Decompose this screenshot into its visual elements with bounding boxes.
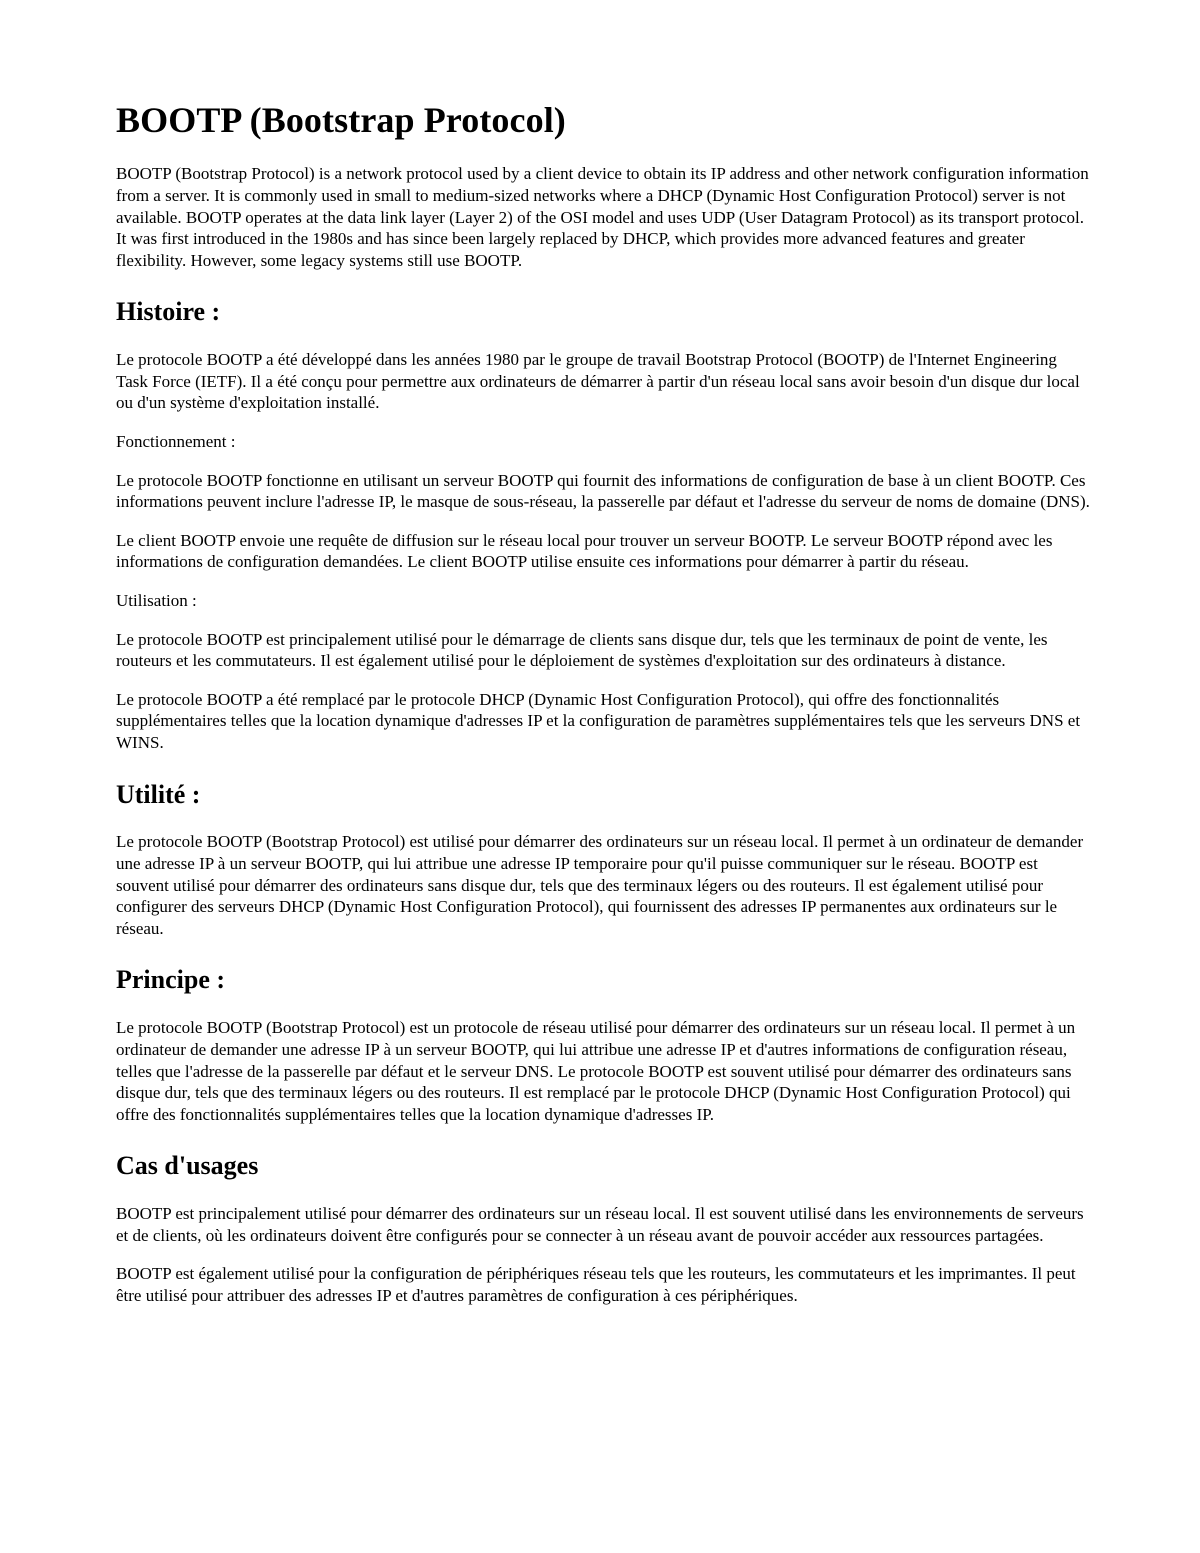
utilite-paragraph: Le protocole BOOTP (Bootstrap Protocol) est utilisé pour démarrer des ordinateurs sur un réseau local. Il permet à un ordinateur de demander une adresse IP à un serveur BOOTP, qui lui attribue une adresse IP temporaire pour qu'il puisse communiquer sur le réseau. BOOTP est souvent utilisé pour démarrer des ordinateurs sans disque dur, tels que des terminaux légers ou des routeurs. Il est également utilisé pour configurer des serveurs DHCP (Dynamic Host Configuration Protocol), qui fournissent des adresses IP permanentes aux ordinateurs sur le réseau. xyxy=(116,832,1084,938)
fonctionnement-paragraph-1: Le protocole BOOTP fonctionne en utilisant un serveur BOOTP qui fournit des informations de configuration de base à un client BOOTP. Ces informations peuvent inclure l'adresse IP, le masque de sous-réseau, la passerelle par défaut et l'adresse du serveur de noms de domaine (DNS). xyxy=(116,470,1090,512)
page-title: BOOTP (Bootstrap Protocol) xyxy=(116,100,566,140)
intro-paragraph: BOOTP (Bootstrap Protocol) is a network protocol used by a client device to obtain its IP address and other network configuration information from a server. It is commonly used in small to medium-sized networks where a DHCP (Dynamic Host Configuration Protocol) server is not available. BOOTP operates at the data link layer (Layer 2) of the OSI model and uses UDP (User Datagram Protocol) as its transport protocol. It was first introduced in the 1980s and has since been largely replaced by DHCP, which provides more advanced features and greater flexibility. However, some legacy systems still use BOOTP. xyxy=(116,164,1089,270)
document-page xyxy=(116,100,1090,1324)
utilisation-paragraph-2: Le protocole BOOTP a été remplacé par le protocole DHCP (Dynamic Host Configuration Protocol), qui offre des fonctionnalités supplémentaires telles que la location dynamique d'adresses IP et la configuration de paramètres supplémentaires tels que les serveurs DNS et WINS. xyxy=(116,689,1081,752)
fonctionnement-label: Fonctionnement : xyxy=(116,432,236,452)
cas-usages-heading: Cas d'usages xyxy=(116,1151,259,1181)
principe-paragraph: Le protocole BOOTP (Bootstrap Protocol) est un protocole de réseau utilisé pour démarrer des ordinateurs sur un réseau local. Il permet à un ordinateur de demander une adresse IP à un serveur BOOTP, qui lui attribue une adresse IP et d'autres informations de configuration réseau, telles que l'adresse de la passerelle par défaut et le serveur DNS. Le protocole BOOTP est souvent utilisé pour démarrer des ordinateurs sans disque dur, tels que des terminaux légers ou des routeurs. Il est remplacé par le protocole DHCP (Dynamic Host Configuration Protocol) qui offre des fonctionnalités supplémentaires telles que la location dynamique d'adresses IP. xyxy=(116,1018,1076,1124)
histoire-paragraph: Le protocole BOOTP a été développé dans les années 1980 par le groupe de travail Bootstrap Protocol (BOOTP) de l'Internet Engineering Task Force (IETF). Il a été conçu pour permettre aux ordinateurs de démarrer à partir d'un réseau local sans avoir besoin d'un disque dur local ou d'un système d'exploitation installé. xyxy=(116,350,1080,413)
fonctionnement-paragraph-2: Le client BOOTP envoie une requête de diffusion sur le réseau local pour trouver un serveur BOOTP. Le serveur BOOTP répond avec les informations de configuration demandées. Le client BOOTP utilise ensuite ces informations pour démarrer à partir du réseau. xyxy=(116,530,1053,572)
cas-usages-paragraph-1: BOOTP est principalement utilisé pour démarrer des ordinateurs sur un réseau local. Il est souvent utilisé dans les environnements de serveurs et de clients, où les ordinateurs doivent être configurés pour se connecter à un réseau avant de pouvoir accéder aux ressources partagées. xyxy=(116,1204,1084,1245)
utilisation-paragraph-1: Le protocole BOOTP est principalement utilisé pour le démarrage de clients sans disque dur, tels que les terminaux de point de vente, les routeurs et les commutateurs. Il est également utilisé pour le déploiement de systèmes d'exploitation sur des ordinateurs à distance. xyxy=(116,629,1048,671)
cas-usages-paragraph-2: BOOTP est également utilisé pour la configuration de périphériques réseau tels que les routeurs, les commutateurs et les imprimantes. Il peut être utilisé pour attribuer des adresses IP et d'autres paramètres de configuration à ces périphériques. xyxy=(116,1264,1076,1305)
principe-heading: Principe : xyxy=(116,965,226,995)
utilite-heading: Utilité : xyxy=(116,779,201,809)
utilisation-label: Utilisation : xyxy=(116,591,197,610)
histoire-heading: Histoire : xyxy=(116,297,221,327)
